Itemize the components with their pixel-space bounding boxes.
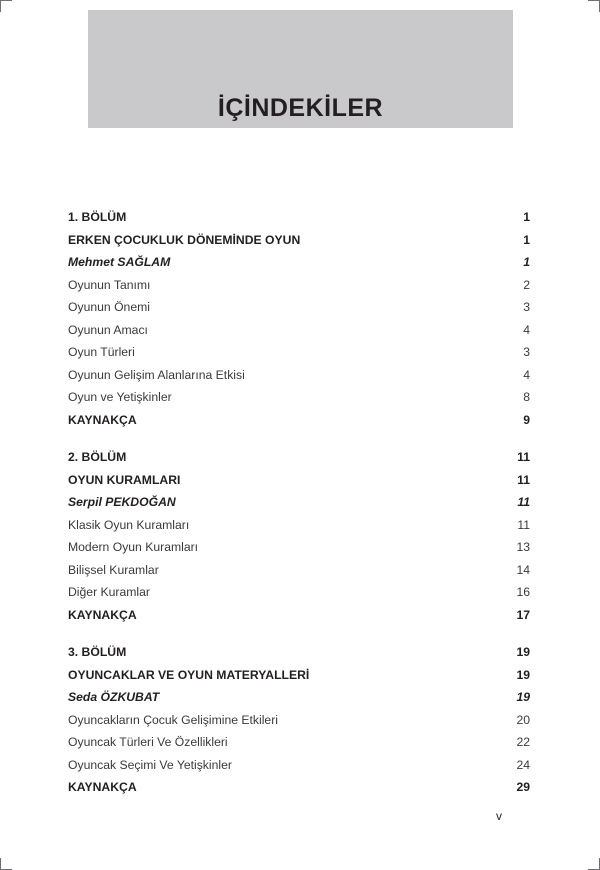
toc-entry[interactable] [68, 604, 530, 627]
toc-entry-page: 11 [517, 495, 530, 509]
toc-entry-page: 24 [516, 757, 530, 772]
toc-entry-page: 3 [523, 300, 530, 314]
toc-entry[interactable] [68, 641, 530, 664]
toc-entry-page: 29 [516, 780, 530, 794]
toc-entry-page: 17 [516, 607, 530, 622]
toc-entry-title: Serpil PEKDOĞAN [68, 495, 176, 509]
toc-entry-page: 1 [523, 232, 530, 247]
toc-entry[interactable] [68, 709, 530, 732]
toc-entry[interactable] [68, 581, 530, 604]
toc-entry-page: 16 [516, 585, 530, 599]
toc-entry-page: 19 [516, 645, 530, 659]
table-of-contents [68, 206, 530, 814]
toc-entry-page: 4 [523, 322, 530, 337]
toc-entry-page: 3 [523, 345, 530, 359]
toc-entry[interactable] [68, 341, 530, 364]
toc-entry-page: 11 [517, 472, 530, 487]
toc-entry[interactable] [68, 229, 530, 252]
toc-entry[interactable] [68, 386, 530, 409]
toc-entry-page: 19 [516, 690, 530, 704]
toc-entry-page: 13 [516, 540, 530, 554]
toc-entry-title: Bilişsel Kuramlar [68, 562, 159, 577]
toc-entry-page: 1 [523, 255, 530, 269]
toc-entry[interactable] [68, 469, 530, 492]
toc-entry-page: 1 [523, 210, 530, 224]
crop-mark [588, 0, 600, 1]
toc-entry-title: 2. BÖLÜM [68, 450, 127, 464]
toc-chapter [68, 446, 530, 626]
toc-entry-title: Oyunun Önemi [68, 300, 150, 314]
toc-entry[interactable] [68, 776, 530, 799]
toc-entry-page: 19 [516, 667, 530, 682]
toc-entry[interactable] [68, 754, 530, 777]
toc-entry[interactable] [68, 536, 530, 559]
crop-mark [0, 0, 12, 1]
toc-entry-title: ERKEN ÇOCUKLUK DÖNEMİNDE OYUN [68, 232, 301, 247]
toc-entry[interactable] [68, 274, 530, 297]
toc-chapter [68, 641, 530, 799]
toc-entry-title: Oyuncak Türleri Ve Özellikleri [68, 735, 228, 749]
toc-entry-title: Oyunun Tanımı [68, 277, 151, 292]
toc-entry[interactable] [68, 491, 530, 514]
toc-entry-page: 20 [516, 712, 530, 727]
toc-entry[interactable] [68, 559, 530, 582]
toc-entry-title: Oyunun Amacı [68, 322, 148, 337]
toc-entry[interactable] [68, 251, 530, 274]
toc-entry-title: Klasik Oyun Kuramları [68, 517, 190, 532]
toc-entry-page: 8 [523, 390, 530, 404]
toc-entry[interactable] [68, 206, 530, 229]
toc-entry-title: Oyunun Gelişim Alanlarına Etkisi [68, 367, 245, 382]
toc-entry-title: 1. BÖLÜM [68, 210, 127, 224]
toc-entry-title: Oyun Türleri [68, 345, 135, 359]
toc-entry-title: KAYNAKÇA [68, 412, 137, 427]
toc-entry-title: KAYNAKÇA [68, 780, 137, 794]
toc-entry-title: Diğer Kuramlar [68, 585, 150, 599]
page-title: İÇİNDEKİLER [217, 94, 384, 122]
toc-entry-title: Oyuncak Seçimi Ve Yetişkinler [68, 757, 232, 772]
toc-entry-page: 22 [516, 735, 530, 749]
crop-mark [0, 0, 1, 12]
toc-chapter [68, 206, 530, 431]
toc-entry-page: 9 [523, 412, 530, 427]
toc-entry-page: 11 [517, 450, 530, 464]
toc-entry-title: Seda ÖZKUBAT [68, 690, 160, 704]
toc-entry[interactable] [68, 731, 530, 754]
toc-entry[interactable] [68, 296, 530, 319]
toc-entry[interactable] [68, 446, 530, 469]
toc-entry[interactable] [68, 664, 530, 687]
page-number: v [496, 809, 502, 823]
toc-entry-title: Mehmet SAĞLAM [68, 255, 171, 269]
toc-entry-title: Modern Oyun Kuramları [68, 540, 199, 554]
toc-entry[interactable] [68, 514, 530, 537]
toc-entry-page: 2 [523, 277, 530, 292]
toc-entry-title: 3. BÖLÜM [68, 645, 127, 659]
header-box [88, 10, 513, 128]
toc-entry-page: 4 [523, 367, 530, 382]
toc-entry-page: 14 [516, 562, 530, 577]
toc-entry-title: Oyuncakların Çocuk Gelişimine Etkileri [68, 712, 278, 727]
toc-entry[interactable] [68, 319, 530, 342]
toc-entry-title: Oyun ve Yetişkinler [68, 390, 172, 404]
toc-entry[interactable] [68, 409, 530, 432]
toc-entry[interactable] [68, 686, 530, 709]
toc-entry-title: OYUN KURAMLARI [68, 472, 181, 487]
toc-entry[interactable] [68, 364, 530, 387]
toc-entry-page: 11 [517, 517, 530, 532]
toc-entry-title: OYUNCAKLAR VE OYUN MATERYALLERİ [68, 667, 310, 682]
toc-entry-title: KAYNAKÇA [68, 607, 137, 622]
